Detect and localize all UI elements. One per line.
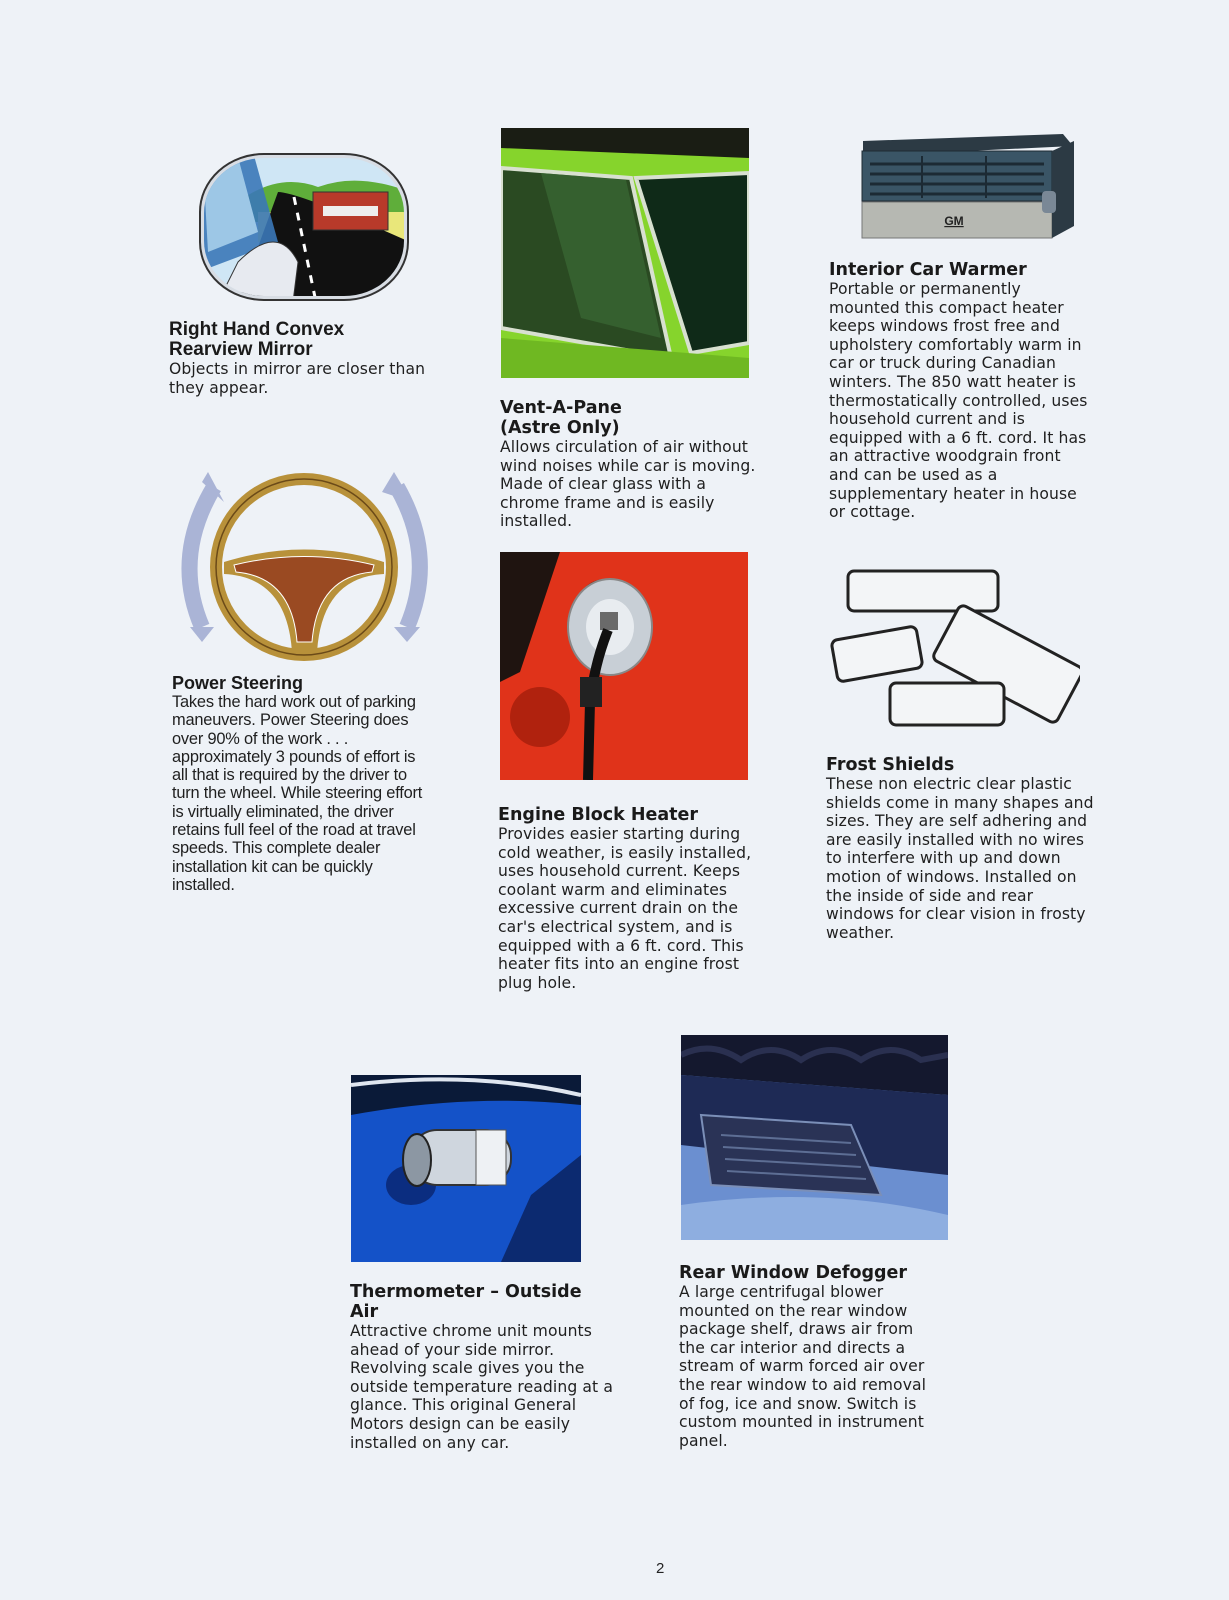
item-title: Frost Shields	[826, 755, 955, 775]
gm-logo: GM	[944, 214, 964, 228]
item-description: Attractive chrome unit mounts ahead of your side mirror. Revolving scale gives you the outside temperature reading at a glance. This original General Motors design can be easily installed on any car.	[350, 1322, 613, 1452]
item-description: A large centrifugal blower mounted on the rear window package shelf, draws air from the car interior and directs a stream of warm forced air over the rear window to aid removal of fog, ice and snow. Switch is custom mounted in instrument panel.	[679, 1283, 927, 1450]
item-description: Takes the hard work out of parking maneuvers. Power Steering does over 90% of the work . . . approximately 3 pounds of effort is all that is required by the driver to turn the wheel. While steering effort is virtually eliminated, the driver retains full feel of the road at travel speeds. This complete dealer installation kit can be quickly installed.	[172, 693, 423, 894]
item-title: Thermometer – Outside Air	[350, 1282, 582, 1322]
item-rear-window-defogger	[679, 1263, 954, 1450]
red-engine-heater-photo	[500, 552, 748, 780]
item-title: Engine Block Heater	[498, 805, 699, 825]
item-engine-block-heater	[498, 805, 773, 992]
chrome-thermometer-photo	[351, 1075, 581, 1262]
green-car-window-photo	[501, 128, 749, 378]
item-title: Rear Window Defogger	[679, 1263, 908, 1283]
convex-mirror-illustration	[198, 152, 410, 302]
item-description: Provides easier starting during cold weather, is easily installed, uses household current. Keeps coolant warm and eliminates excessive current drain on the car's electrical system, and is equipped with a 6 ft. cord. This heater fits into an engine frost plug hole.	[498, 825, 752, 992]
rear-defogger-photo	[681, 1035, 948, 1240]
item-thermometer	[350, 1282, 625, 1452]
item-interior-car-warmer	[829, 260, 1099, 522]
item-description: Objects in mirror are closer than they appear.	[169, 360, 426, 397]
item-mirror	[169, 320, 449, 397]
item-power-steering	[172, 673, 442, 894]
steering-wheel-illustration	[172, 462, 437, 662]
item-title: Vent-A-Pane (Astre Only)	[500, 398, 622, 438]
car-warmer-photo	[858, 126, 1078, 241]
item-description: Portable or permanently mounted this compact heater keeps windows frost free and upholstery comfortably warm in car or truck during Canadian winters. The 850 watt heater is thermostatically controlled, uses household current and is equipped with a 6 ft. cord. It has an attractive woodgrain front and can be used as a supplementary heater in house or cottage.	[829, 280, 1088, 522]
item-title: Right Hand Convex Rearview Mirror	[169, 319, 345, 360]
item-title: Interior Car Warmer	[829, 260, 1027, 280]
item-description: Allows circulation of air without wind noises while car is moving. Made of clear glass with a chrome frame and is easily installed.	[500, 438, 756, 531]
item-vent-a-pane	[500, 398, 770, 531]
page-number: 2	[656, 1560, 665, 1577]
frost-shields-illustration	[830, 565, 1080, 730]
item-title: Power Steering	[172, 673, 304, 693]
item-frost-shields	[826, 755, 1101, 942]
item-description: These non electric clear plastic shields come in many shapes and sizes. They are self adhering and are easily installed with no wires to interfere with up and down motion of windows. Installed on the inside of side and rear windows for clear vision in frosty weather.	[826, 775, 1094, 942]
